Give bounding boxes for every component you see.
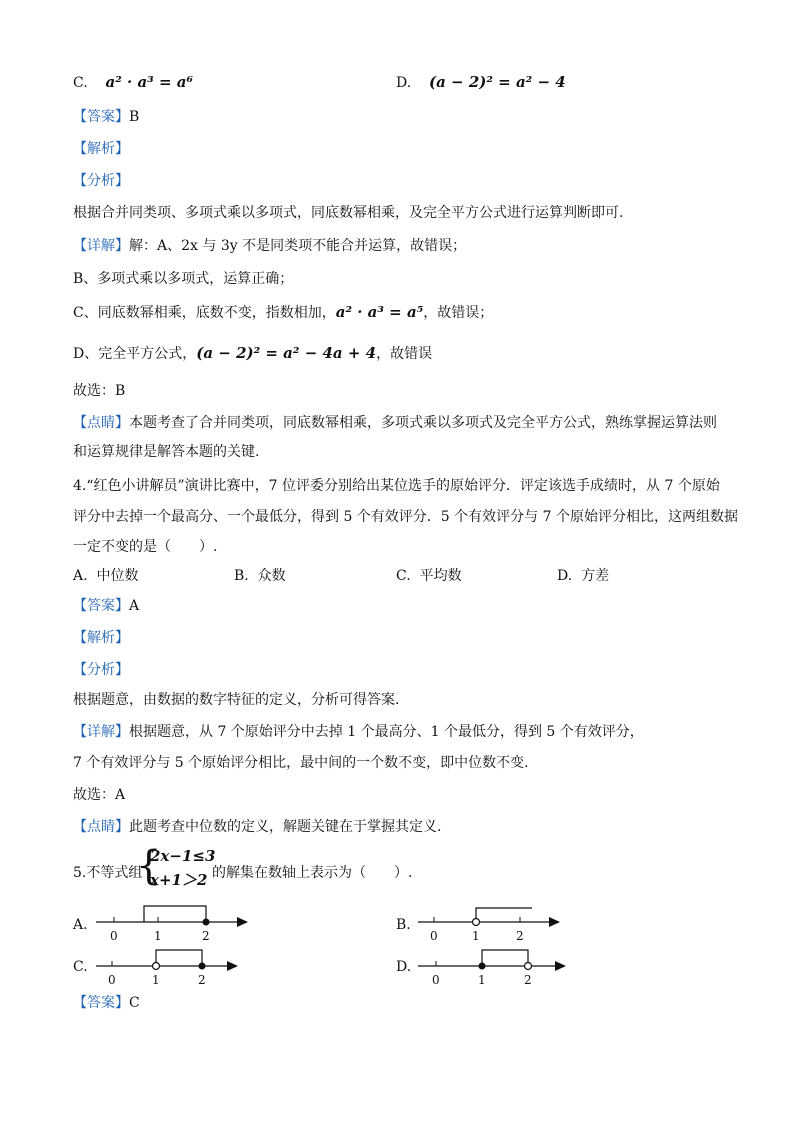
- q4-dianjing: [73, 817, 441, 837]
- q4-option-text: 平均数: [419, 568, 462, 584]
- tick-label-2: 2: [198, 973, 206, 987]
- tick-label-1: 1: [472, 929, 480, 943]
- q3-xiangjie-3-post: ，故错误；: [423, 305, 494, 321]
- q5-ineq-2: x+1＞2: [150, 871, 208, 889]
- tick-label-0: 0: [432, 973, 440, 987]
- tick-label-0: 0: [110, 929, 118, 943]
- q4-xiangjie-2: 7 个有效评分与 5 个原始评分相比，最中间的一个数不变，即中位数不变.: [73, 755, 529, 771]
- q3-answer-tag: 【答案】: [73, 109, 129, 125]
- q3-option-c-label: C.: [73, 75, 88, 91]
- q4-option-label: B.: [234, 568, 249, 584]
- q3-option-d-expr: (a − 2)² = a² − 4: [429, 73, 566, 91]
- q4-option-text: 方差: [581, 568, 610, 584]
- tick-label-2: 2: [202, 929, 210, 943]
- q3-xiangjie-2: B、多项式乘以多项式，运算正确；: [73, 271, 294, 287]
- tick-label-1: 1: [478, 973, 486, 987]
- tick-label-0: 0: [430, 929, 438, 943]
- q5-option-b-label: B.: [396, 917, 411, 933]
- q5-numberline-a: [92, 900, 252, 946]
- q5-ineq-1: 2x−1≤3: [150, 847, 216, 865]
- tick-label-1: 1: [154, 929, 162, 943]
- q3-xiangjie-tag: 【详解】: [73, 238, 129, 254]
- q4-option-a: [73, 566, 138, 586]
- q4-option-label: A.: [73, 568, 88, 584]
- q4-stem-2: 评分中去掉一个最高分、一个最低分，得到 5 个有效评分．5 个有效评分与 7 个原始评分相比，这两组数据: [73, 509, 738, 525]
- q3-xiangjie-3-expr: a² · a³ = a⁵: [335, 303, 424, 321]
- q3-answer: [73, 107, 139, 127]
- tick-label-0: 0: [108, 973, 116, 987]
- q3-fenxi-tag: 【分析】: [73, 173, 129, 189]
- q5-option-c-label: C.: [73, 959, 88, 975]
- q4-option-text: 众数: [257, 568, 286, 584]
- q3-option-d-label: D.: [396, 75, 412, 91]
- q5-stem-pre: 5.不等式组: [73, 865, 143, 881]
- q3-xiangjie-4-expr: (a − 2)² = a² − 4a + 4: [196, 344, 377, 362]
- q4-guxuan: 故选：A: [73, 787, 126, 803]
- q3-dianjing-1: [73, 413, 717, 433]
- q4-answer: [73, 596, 139, 616]
- q3-xiangjie-1-text: 解：A、2x 与 3y 不是同类项不能合并运算，故错误；: [129, 238, 467, 254]
- tick-label-2: 2: [524, 973, 532, 987]
- q3-option-c-expr: a² · a³ = a⁶: [105, 73, 194, 91]
- q4-xiangjie-1-text: 根据题意，从 7 个原始评分中去掉 1 个最高分、1 个最低分，得到 5 个有效评分，: [129, 724, 644, 740]
- q5-answer: [73, 993, 140, 1013]
- q4-fenxi-tag: 【分析】: [73, 662, 129, 678]
- q3-dianjing-2: 和运算规律是解答本题的关键.: [73, 444, 260, 460]
- tick-label-1: 1: [152, 973, 160, 987]
- q4-stem-1: 4.“红色小讲解员”演讲比赛中，7 位评委分别给出某位选手的原始评分．评定该选手成绩时，从 7 个原始: [73, 478, 720, 494]
- q4-xiangjie-1: [73, 722, 644, 742]
- q5-answer-tag: 【答案】: [73, 995, 129, 1011]
- q4-option-text: 中位数: [96, 568, 139, 584]
- q5-option-a-label: A.: [73, 917, 88, 933]
- q4-option-d: [557, 566, 609, 586]
- q4-jiexi-tag: 【解析】: [73, 630, 129, 646]
- q4-dianjing-text: 此题考查中位数的定义，解题关键在于掌握其定义.: [129, 819, 442, 835]
- q4-stem-3: 一定不变的是（ ）.: [73, 539, 218, 555]
- q5-numberline-d: [414, 942, 574, 988]
- q5-numberline-b: [414, 900, 564, 946]
- q3-xiangjie-1: [73, 236, 466, 256]
- q5-stem-post: 的解集在数轴上表示为（ ）.: [212, 865, 413, 881]
- q3-dianjing-tag: 【点睛】: [73, 415, 129, 431]
- q3-xiangjie-4-pre: D、完全平方公式，: [73, 346, 197, 362]
- q5-option-d-label: D.: [396, 959, 412, 975]
- q4-answer-value: A: [129, 598, 140, 614]
- q3-xiangjie-3: [73, 302, 493, 323]
- q3-xiangjie-3-pre: C、同底数幂相乘，底数不变，指数相加，: [73, 305, 336, 321]
- q4-dianjing-tag: 【点睛】: [73, 819, 129, 835]
- q3-guxuan: 故选：B: [73, 383, 126, 399]
- q4-option-label: C.: [396, 568, 411, 584]
- q3-option-d: [396, 72, 566, 93]
- q3-option-c: [73, 72, 193, 93]
- q3-xiangjie-4-post: ，故错误: [376, 346, 433, 362]
- q3-xiangjie-4: [73, 343, 432, 364]
- q3-dianjing-1-text: 本题考查了合并同类项，同底数幂相乘，多项式乘以多项式及完全平方公式，熟练掌握运算法则: [129, 415, 717, 431]
- q4-xiangjie-tag: 【详解】: [73, 724, 129, 740]
- q5-numberline-c: [92, 942, 252, 988]
- q4-option-b: [234, 566, 286, 586]
- q5-brace: {: [136, 843, 162, 889]
- q4-option-c: [396, 566, 462, 586]
- q4-fenxi: 根据题意，由数据的数字特征的定义，分析可得答案.: [73, 692, 400, 708]
- q4-option-label: D.: [557, 568, 573, 584]
- q5-answer-value: C: [129, 995, 140, 1011]
- q3-answer-value: B: [129, 109, 140, 125]
- tick-label-2: 2: [516, 929, 524, 943]
- q3-fenxi: 根据合并同类项、多项式乘以多项式，同底数幂相乘，及完全平方公式进行运算判断即可.: [73, 205, 624, 221]
- q4-answer-tag: 【答案】: [73, 598, 129, 614]
- q3-jiexi-tag: 【解析】: [73, 141, 129, 157]
